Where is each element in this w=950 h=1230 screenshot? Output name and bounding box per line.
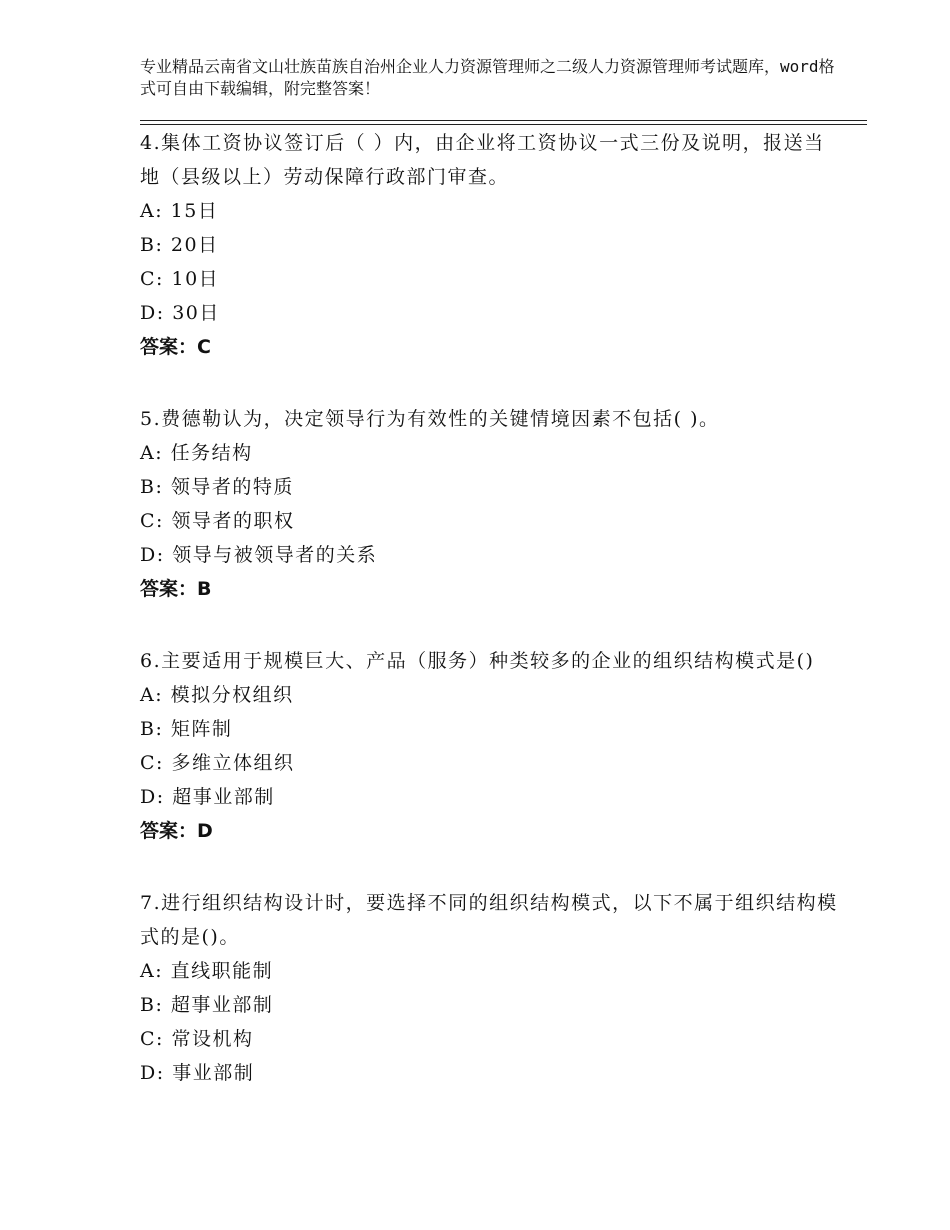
option-letter: D: — [140, 302, 165, 324]
option-letter: A: — [140, 960, 164, 982]
option-text: 超事业部制 — [172, 786, 275, 808]
option-letter: C: — [140, 510, 164, 532]
option-c — [140, 1022, 840, 1056]
question-6 — [140, 644, 840, 848]
question-stem: 4.集体工资协议签订后（ ）内，由企业将工资协议一式三份及说明，报送当地（县级以上）劳动保障行政部门审查。 — [140, 132, 825, 188]
question-5 — [140, 402, 840, 606]
option-letter: A: — [140, 684, 164, 706]
answer-label: 答案：D — [140, 820, 213, 842]
question-stem: 7.进行组织结构设计时，要选择不同的组织结构模式，以下不属于组织结构模式的是()。 — [140, 892, 838, 948]
option-a — [140, 678, 840, 712]
option-d — [140, 1056, 840, 1090]
option-letter: B: — [140, 234, 164, 256]
option-text: 任务结构 — [170, 442, 253, 464]
option-text: 领导者的特质 — [170, 476, 294, 498]
header-divider — [140, 120, 867, 125]
option-letter: C: — [140, 1028, 164, 1050]
option-a — [140, 954, 840, 988]
question-stem: 6.主要适用于规模巨大、产品（服务）种类较多的企业的组织结构模式是() — [140, 650, 815, 672]
option-d — [140, 296, 840, 330]
option-text: 30日 — [172, 302, 220, 324]
option-text: 10日 — [171, 268, 220, 290]
option-c — [140, 504, 840, 538]
option-text: 模拟分权组织 — [170, 684, 294, 706]
option-text: 直线职能制 — [170, 960, 274, 982]
option-letter: C: — [140, 268, 164, 290]
option-letter: B: — [140, 718, 164, 740]
answer-label: 答案：B — [140, 578, 212, 600]
option-text: 15日 — [170, 200, 219, 222]
option-letter: C: — [140, 752, 164, 774]
option-text: 20日 — [170, 234, 219, 256]
option-letter: D: — [140, 1062, 165, 1084]
option-b — [140, 712, 840, 746]
option-b — [140, 470, 840, 504]
option-text: 事业部制 — [172, 1062, 255, 1084]
option-d — [140, 780, 840, 814]
option-a — [140, 194, 840, 228]
option-letter: A: — [140, 442, 164, 464]
page-header: 专业精品云南省文山壮族苗族自治州企业人力资源管理师之二级人力资源管理师考试题库，word格式可自由下载编辑，附完整答案！ — [140, 57, 835, 98]
option-text: 领导与被领导者的关系 — [172, 544, 378, 566]
option-letter: B: — [140, 476, 164, 498]
option-a — [140, 436, 840, 470]
question-7 — [140, 886, 840, 1090]
question-list — [140, 126, 840, 1128]
option-text: 超事业部制 — [170, 994, 274, 1016]
option-text: 领导者的职权 — [171, 510, 295, 532]
answer-label: 答案：C — [140, 336, 211, 358]
question-stem: 5.费德勒认为，决定领导行为有效性的关键情境因素不包括( )。 — [140, 408, 720, 430]
question-4 — [140, 126, 840, 364]
option-letter: D: — [140, 786, 165, 808]
option-d — [140, 538, 840, 572]
option-b — [140, 988, 840, 1022]
option-c — [140, 746, 840, 780]
option-letter: A: — [140, 200, 164, 222]
option-letter: B: — [140, 994, 164, 1016]
option-letter: D: — [140, 544, 165, 566]
option-text: 矩阵制 — [170, 718, 233, 740]
option-c — [140, 262, 840, 296]
option-b — [140, 228, 840, 262]
option-text: 常设机构 — [171, 1028, 254, 1050]
option-text: 多维立体组织 — [171, 752, 295, 774]
